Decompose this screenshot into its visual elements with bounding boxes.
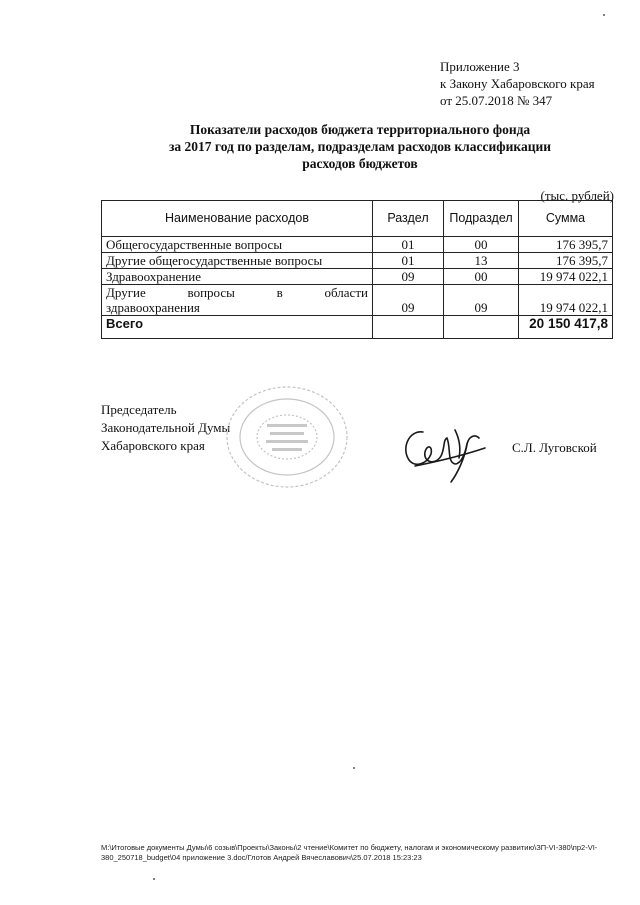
title-line-2: за 2017 год по разделам, подразделам расходов классификации [168, 139, 552, 154]
table-row [102, 253, 613, 269]
footer-line-2: 380_250718_budget\04 приложение 3.doc/Глотов Андрей Вячеславович\25.07.2018 15:23:23 [101, 853, 422, 862]
total-amount: 20 150 417,8 [519, 316, 613, 339]
total-row [102, 316, 613, 339]
row-section: 01 [373, 253, 444, 269]
row-name: Общегосударственные вопросы [102, 237, 373, 253]
file-path-footer [101, 843, 611, 863]
table-row [102, 285, 613, 316]
row-subsection: 13 [444, 253, 519, 269]
appendix-line-2: к Закону Хабаровского края [440, 76, 595, 91]
signer-line-2: Законодательной Думы [101, 420, 231, 435]
total-label: Всего [102, 316, 373, 339]
signer-line-3: Хабаровского края [101, 438, 205, 453]
scan-speck [603, 14, 605, 16]
row-name-word: Другие [106, 285, 146, 300]
total-section-empty [373, 316, 444, 339]
row-subsection: 00 [444, 237, 519, 253]
footer-line-1: M:\Итоговые документы Думы\6 созыв\Проекты\Законы\2 чтение\Комитет по бюджету, налогам и экономическому развитию\ЗП-VI-380\пр2-VI- [101, 843, 598, 852]
total-subsection-empty [444, 316, 519, 339]
table-header-row [102, 201, 613, 237]
appendix-line-1: Приложение 3 [440, 59, 520, 74]
budget-table [101, 200, 613, 339]
handwritten-signature [395, 418, 495, 488]
row-amount: 176 395,7 [519, 237, 613, 253]
header-name: Наименование расходов [102, 201, 373, 237]
row-name: Другие общегосударственные вопросы [102, 253, 373, 269]
row-name-word: вопросы [187, 285, 235, 300]
signer-name: С.Л. Луговской [512, 440, 597, 455]
appendix-header [440, 58, 595, 109]
document-title [100, 121, 620, 172]
table-row [102, 237, 613, 253]
row-section: 09 [373, 285, 444, 316]
row-name-line-1 [106, 285, 368, 300]
row-subsection: 00 [444, 269, 519, 285]
header-section: Раздел [373, 201, 444, 237]
scan-speck [353, 767, 355, 769]
row-name-word: в [276, 285, 283, 300]
row-name [102, 285, 373, 316]
row-amount: 176 395,7 [519, 253, 613, 269]
row-amount: 19 974 022,1 [519, 285, 613, 316]
header-subsection: Подраздел [444, 201, 519, 237]
appendix-line-3: от 25.07.2018 № 347 [440, 93, 553, 108]
row-name-line-2: здравоохранения [106, 300, 200, 315]
scan-speck [153, 878, 155, 880]
title-line-3: расходов бюджетов [302, 156, 418, 171]
official-seal-stamp [222, 382, 352, 492]
row-name-word: области [324, 285, 368, 300]
units-label: (тыс. рублей) [540, 188, 614, 203]
title-line-1: Показатели расходов бюджета территориального фонда [189, 122, 531, 137]
row-subsection: 09 [444, 285, 519, 316]
row-section: 01 [373, 237, 444, 253]
row-name: Здравоохранение [102, 269, 373, 285]
header-amount: Сумма [519, 201, 613, 237]
signer-position [101, 401, 230, 455]
signer-line-1: Председатель [101, 402, 177, 417]
row-section: 09 [373, 269, 444, 285]
table-row [102, 269, 613, 285]
row-amount: 19 974 022,1 [519, 269, 613, 285]
